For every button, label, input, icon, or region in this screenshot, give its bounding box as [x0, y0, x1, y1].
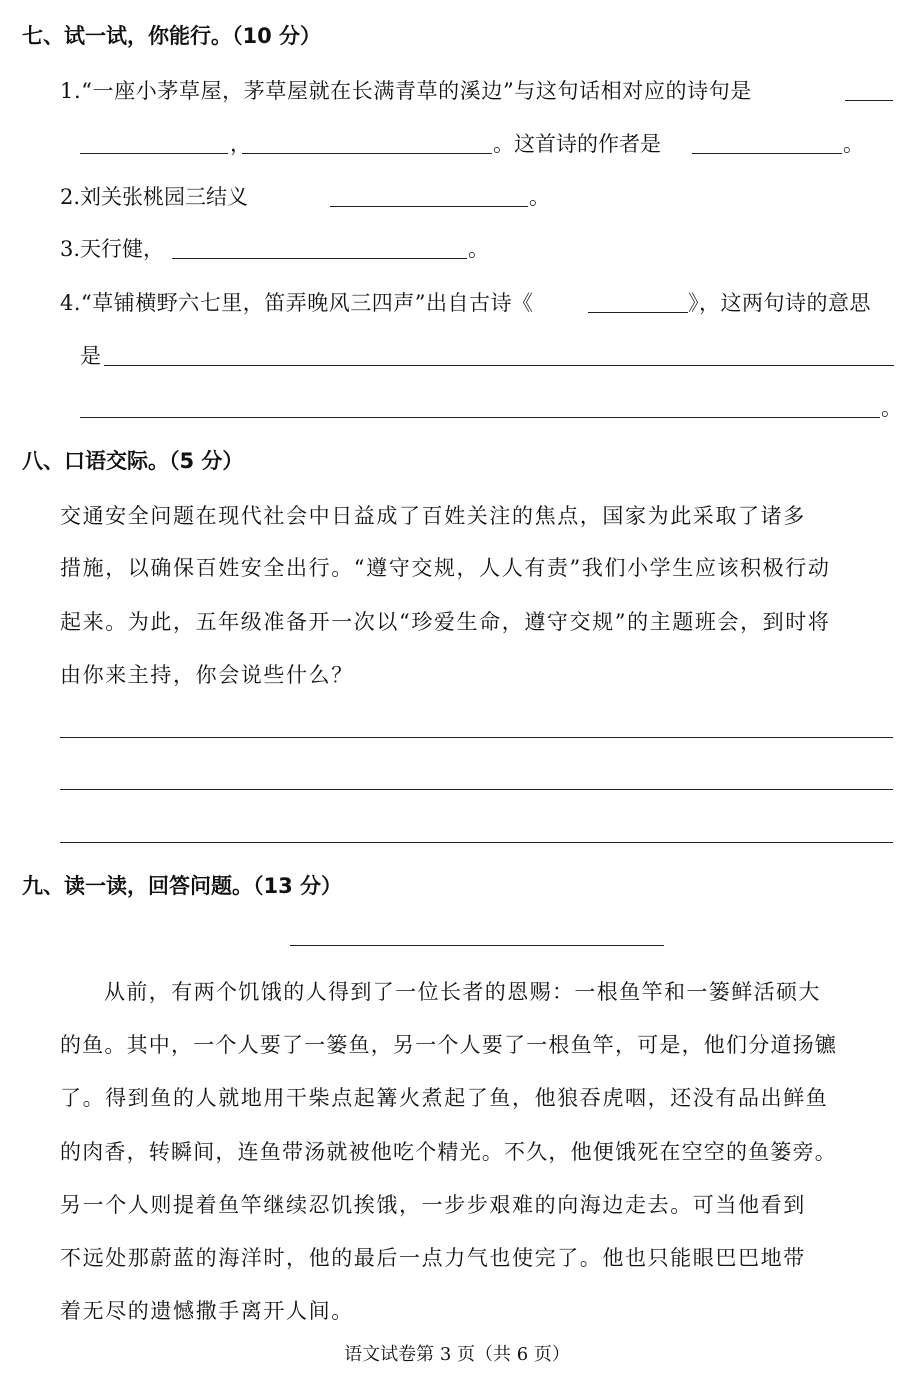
question-1-text: 1.“一座小茅草屋，茅草屋就在长满青草的溪边”与这句话相对应的诗句是	[60, 79, 752, 103]
q4-end-mark: 。	[881, 396, 902, 420]
section-8-title: 八、口语交际。（5 分）	[22, 449, 244, 473]
page-footer: 语文试卷第 3 页（共 6 页）	[344, 1344, 570, 1365]
section-9-title: 九、读一读，回答问题。（13 分）	[22, 874, 343, 898]
q4-meaning-blank-2[interactable]	[80, 417, 880, 418]
passage-line: 的鱼。其中，一个人要了一篓鱼，另一个人要了一根鱼竿，可是，他们分道扬镳	[60, 1033, 837, 1057]
passage-line: 从前，有两个饥饿的人得到了一位长者的恩赐：一根鱼竿和一篓鲜活硕大	[104, 980, 821, 1004]
q1-blank-line-2[interactable]	[80, 153, 228, 154]
q1-blank-line-1[interactable]	[845, 100, 893, 101]
q1-author-blank[interactable]	[692, 153, 842, 154]
question-4-text-b: 》，这两句诗的意思	[688, 291, 871, 315]
question-2-text: 2.刘关张桃园三结义	[60, 185, 249, 209]
q1-author-prompt: 。这首诗的作者是	[493, 132, 661, 156]
section-8-line: 措施，以确保百姓安全出行。“遵守交规，人人有责”我们小学生应该积极行动	[60, 556, 831, 580]
passage-title-blank[interactable]	[290, 945, 664, 946]
passage-line: 另一个人则提着鱼竿继续忍饥挨饿，一步步艰难的向海边走去。可当他看到	[60, 1193, 806, 1217]
section-8-line: 起来。为此，五年级准备开一次以“珍爱生命，遵守交规”的主题班会，到时将	[60, 610, 831, 634]
passage-line: 的肉香，转瞬间，连鱼带汤就被他吃个精光。不久，他便饿死在空空的鱼篓旁。	[60, 1140, 837, 1164]
passage-line: 着无尽的遗憾撒手离开人间。	[60, 1299, 354, 1323]
section-8-line: 交通安全问题在现代社会中日益成了百姓关注的焦点，国家为此采取了诸多	[60, 504, 806, 528]
question-4-text-a: 4.“草铺横野六七里，笛弄晚风三四声”出自古诗《	[60, 291, 534, 315]
section-7-title: 七、试一试，你能行。（10 分）	[22, 24, 322, 48]
q4-poem-title-blank[interactable]	[588, 312, 688, 313]
q1-end-mark: 。	[843, 132, 864, 156]
q4-meaning-blank-1[interactable]	[104, 365, 894, 366]
answer-line-2[interactable]	[60, 789, 893, 790]
question-3-text: 3.天行健，	[60, 237, 165, 261]
passage-line: 了。得到鱼的人就地用干柴点起篝火煮起了鱼，他狼吞虎咽，还没有品出鲜鱼	[60, 1086, 829, 1110]
q4-shi: 是	[80, 344, 101, 368]
passage-line: 不远处那蔚蓝的海洋时，他的最后一点力气也使完了。他也只能眼巴巴地带	[60, 1246, 806, 1270]
q3-end-mark: 。	[468, 237, 489, 261]
section-8-line: 由你来主持，你会说些什么？	[60, 663, 354, 687]
q2-blank-line[interactable]	[330, 206, 528, 207]
answer-line-3[interactable]	[60, 842, 893, 843]
q3-blank-line[interactable]	[172, 258, 467, 259]
q1-comma: ，	[230, 132, 251, 156]
answer-line-1[interactable]	[60, 737, 893, 738]
q1-blank-line-3[interactable]	[242, 153, 492, 154]
q2-end-mark: 。	[529, 185, 550, 209]
